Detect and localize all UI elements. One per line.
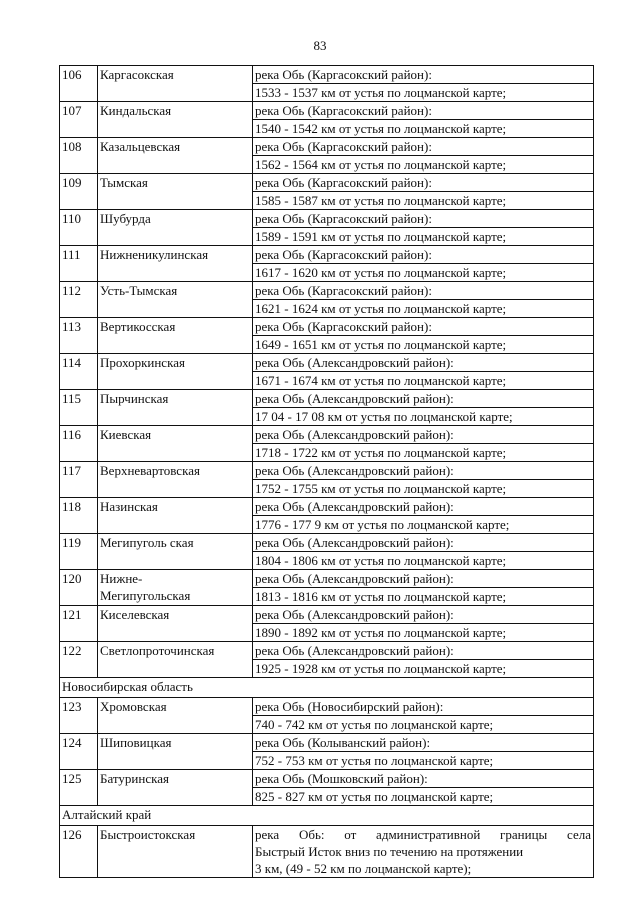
site-name-line: Каргасокская: [100, 67, 174, 82]
site-name-line: Усть-Тымская: [100, 283, 178, 298]
section-row-novosibirsk: [60, 678, 594, 698]
site-name-line: Киевская: [100, 427, 152, 442]
site-name-line: Назинская: [100, 499, 158, 514]
table-row: [60, 246, 594, 282]
site-description: [253, 318, 594, 354]
description-line: река Обь (Каргасокский район):: [255, 247, 432, 262]
site-description: [253, 282, 594, 318]
site-name-line: Киндальская: [100, 103, 172, 118]
description-line: река Обь (Александровский район):: [255, 427, 454, 442]
site-description: [253, 642, 594, 678]
description-line: река Обь (Александровский район):: [255, 355, 454, 370]
site-name-line: Киселевская: [100, 607, 170, 622]
description-line: 1533 - 1537 км от устья по лоцманской карте;: [253, 83, 593, 101]
site-description: [253, 138, 594, 174]
fishing-areas-table: [59, 65, 594, 878]
site-name: [98, 138, 253, 174]
description-line: река Обь (Мошковский район):: [255, 771, 428, 786]
description-line: река Обь: от административной границы села: [255, 827, 591, 842]
site-name-line: Нижне-: [100, 571, 143, 586]
site-name: [98, 606, 253, 642]
description-line: 1804 - 1806 км от устья по лоцманской карте;: [253, 551, 593, 569]
row-number: 111: [60, 246, 98, 282]
site-name: [98, 174, 253, 210]
site-name-line: Хромовская: [100, 699, 167, 714]
site-name: [98, 246, 253, 282]
description-line: река Обь (Александровский район):: [255, 607, 454, 622]
description-line: 1649 - 1651 км от устья по лоцманской карте;: [253, 335, 593, 353]
site-description: [253, 826, 594, 878]
site-description: [253, 570, 594, 606]
site-description: [253, 606, 594, 642]
description-line: река Обь (Александровский район):: [255, 391, 454, 406]
description-line: 1562 - 1564 км от устья по лоцманской карте;: [253, 155, 593, 173]
row-number: 115: [60, 390, 98, 426]
table-row: [60, 698, 594, 734]
row-number: 121: [60, 606, 98, 642]
description-line: 752 - 753 км от устья по лоцманской карте;: [253, 751, 593, 769]
description-line: река Обь (Каргасокский район):: [255, 175, 432, 190]
site-name-line: Мегипуголь ская: [100, 535, 194, 550]
row-number: 110: [60, 210, 98, 246]
description-line: река Обь (Александровский район):: [255, 643, 454, 658]
description-line: река Обь (Александровский район):: [255, 499, 454, 514]
site-description: [253, 102, 594, 138]
site-name-line: Пырчинская: [100, 391, 169, 406]
description-line: река Обь (Новосибирский район):: [255, 699, 444, 714]
row-number: 126: [60, 826, 98, 878]
table-row: [60, 138, 594, 174]
description-line: 17 04 - 17 08 км от устья по лоцманской карте;: [253, 407, 593, 425]
site-description: [253, 462, 594, 498]
site-name-line: Шиповицкая: [100, 735, 172, 750]
row-number: 117: [60, 462, 98, 498]
row-number: 118: [60, 498, 98, 534]
table-row: [60, 174, 594, 210]
site-description: [253, 354, 594, 390]
description-line: река Обь (Колыванский район):: [255, 735, 431, 750]
site-name: [98, 498, 253, 534]
row-number: 106: [60, 66, 98, 102]
site-name-line: Шубурда: [100, 211, 151, 226]
row-number: 119: [60, 534, 98, 570]
page-number: 83: [313, 38, 327, 53]
row-number: 107: [60, 102, 98, 138]
site-description: [253, 734, 594, 770]
description-line: река Обь (Каргасокский район):: [255, 283, 432, 298]
description-line: 1540 - 1542 км от устья по лоцманской карте;: [253, 119, 593, 137]
description-line: 825 - 827 км от устья по лоцманской карте;: [253, 787, 593, 805]
section-title: Алтайский край: [60, 806, 594, 826]
site-description: [253, 66, 594, 102]
table-row: [60, 318, 594, 354]
row-number: 124: [60, 734, 98, 770]
row-number: 125: [60, 770, 98, 806]
site-name: Быстроистокская: [98, 826, 253, 878]
table-row: [60, 642, 594, 678]
description-line: 1776 - 177 9 км от устья по лоцманской карте;: [253, 515, 593, 533]
site-name-line: Верхневартовская: [100, 463, 200, 478]
description-line: река Обь (Александровский район):: [255, 463, 454, 478]
description-line: 1671 - 1674 км от устья по лоцманской карте;: [253, 371, 593, 389]
site-name-line: Светлопроточинская: [100, 643, 215, 658]
row-number: 116: [60, 426, 98, 462]
table-row: [60, 734, 594, 770]
table-row: [60, 426, 594, 462]
row-number: 123: [60, 698, 98, 734]
site-name: [98, 770, 253, 806]
description-line: 1617 - 1620 км от устья по лоцманской карте;: [253, 263, 593, 281]
site-description: [253, 390, 594, 426]
table-row: [60, 570, 594, 606]
site-name-line: Батуринская: [100, 771, 169, 786]
site-description: [253, 770, 594, 806]
site-name: [98, 102, 253, 138]
description-line: 740 - 742 км от устья по лоцманской карте;: [253, 715, 593, 733]
table-row: [60, 770, 594, 806]
row-number: 113: [60, 318, 98, 354]
site-description: [253, 534, 594, 570]
description-line: 3 км, (49 - 52 км по лоцманской карте);: [255, 861, 472, 876]
table-row: [60, 606, 594, 642]
site-name-line: Нижненикулинская: [100, 247, 209, 262]
description-line: 1621 - 1624 км от устья по лоцманской карте;: [253, 299, 593, 317]
site-name: [98, 390, 253, 426]
site-name: [98, 210, 253, 246]
site-name-line: Мегипугольская: [100, 588, 191, 603]
site-description: [253, 174, 594, 210]
description-line: река Обь (Каргасокский район):: [255, 319, 432, 334]
description-line: 1752 - 1755 км от устья по лоцманской карте;: [253, 479, 593, 497]
site-name: [98, 354, 253, 390]
site-name: [98, 734, 253, 770]
table-row: [60, 354, 594, 390]
site-name: [98, 642, 253, 678]
description-line: 1813 - 1816 км от устья по лоцманской карте;: [253, 587, 593, 605]
table-row: [60, 534, 594, 570]
table-row: [60, 282, 594, 318]
site-name: [98, 698, 253, 734]
site-name: [98, 570, 253, 606]
site-name-line: Прохоркинская: [100, 355, 185, 370]
row-number: 114: [60, 354, 98, 390]
description-line: 1585 - 1587 км от устья по лоцманской карте;: [253, 191, 593, 209]
row-number: 122: [60, 642, 98, 678]
row-number: 120: [60, 570, 98, 606]
site-name-line: Вертикосская: [100, 319, 176, 334]
table-row: [60, 102, 594, 138]
site-description: [253, 246, 594, 282]
description-line: 1890 - 1892 км от устья по лоцманской карте;: [253, 623, 593, 641]
description-line: река Обь (Каргасокский район):: [255, 103, 432, 118]
description-line: 1589 - 1591 км от устья по лоцманской карте;: [253, 227, 593, 245]
description-line: 1718 - 1722 км от устья по лоцманской карте;: [253, 443, 593, 461]
site-name: [98, 282, 253, 318]
section-row-altai: [60, 806, 594, 826]
site-name: [98, 66, 253, 102]
row-number: 112: [60, 282, 98, 318]
description-line: река Обь (Каргасокский район):: [255, 211, 432, 226]
section-title: Новосибирская область: [60, 678, 594, 698]
description-line: 1925 - 1928 км от устья по лоцманской карте;: [253, 659, 593, 677]
description-line: Быстрый Исток вниз по течению на протяжении: [255, 844, 524, 859]
table-row: [60, 826, 594, 878]
table-row: [60, 390, 594, 426]
site-name-line: Тымская: [100, 175, 148, 190]
table-row: [60, 462, 594, 498]
table-row: [60, 210, 594, 246]
site-description: [253, 698, 594, 734]
description-line: река Обь (Каргасокский район):: [255, 67, 432, 82]
site-description: [253, 498, 594, 534]
site-description: [253, 426, 594, 462]
table-row: [60, 66, 594, 102]
description-line: река Обь (Александровский район):: [255, 535, 454, 550]
site-name: [98, 426, 253, 462]
row-number: 108: [60, 138, 98, 174]
description-line: река Обь (Каргасокский район):: [255, 139, 432, 154]
description-line: река Обь (Александровский район):: [255, 571, 454, 586]
table-row: [60, 498, 594, 534]
site-name-line: Казальцевская: [100, 139, 181, 154]
row-number: 109: [60, 174, 98, 210]
site-name: [98, 318, 253, 354]
site-name: [98, 462, 253, 498]
site-description: [253, 210, 594, 246]
site-name: [98, 534, 253, 570]
